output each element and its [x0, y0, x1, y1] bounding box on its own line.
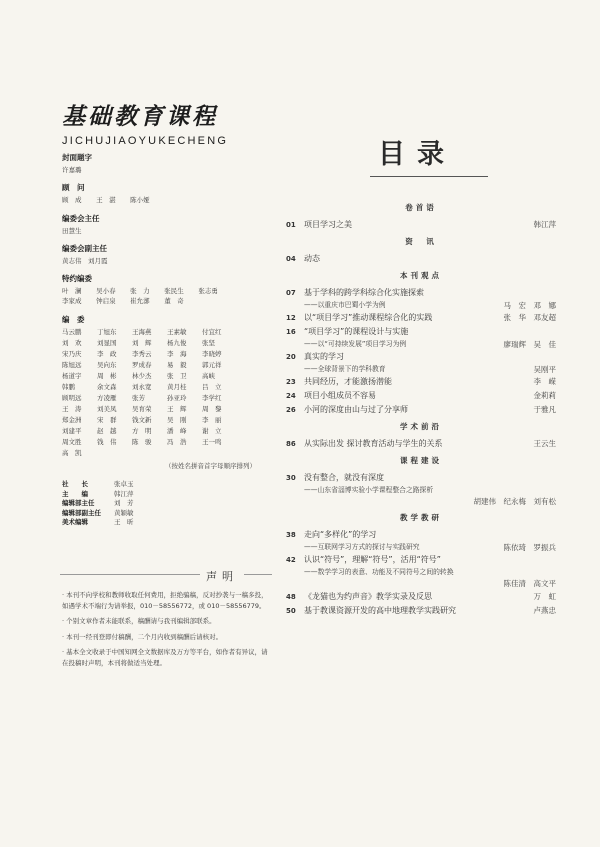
notice-paragraph: · 基本全文收录于中国知网全文数据库及万方等平台，如作者有异议，请在投稿时声明，本刊将做适当处理。 [62, 648, 268, 667]
committee-member-name: 刘美凤 [97, 405, 117, 413]
toc-page-number: 50 [286, 607, 296, 615]
toc-page-number: 24 [286, 392, 296, 400]
toc-article-author: 李 嵘 [533, 377, 556, 386]
committee-member-name: 吕 立 [202, 383, 222, 391]
committee-member-name: 钱 伟 [97, 438, 117, 446]
toc-page-number: 42 [286, 556, 296, 564]
toc-article-title: 项目学习之美 [304, 220, 352, 229]
committee-member-name: 高峡 [202, 372, 215, 380]
committee-member-name: 王 辉 [167, 405, 187, 413]
toc-article-title: 真实的学习 [304, 352, 344, 361]
committee-member-name: 马云鹏 [62, 328, 82, 336]
toc-entry[interactable] [286, 553, 556, 567]
special-editor-name: 李家成 [62, 297, 82, 305]
toc-article-title: 以“项目学习”推动课程综合化的实践 [304, 313, 433, 322]
toc-title [378, 132, 456, 171]
role-title: 主 编 [62, 489, 88, 498]
committee-member-name: 周 彬 [97, 372, 117, 380]
committee-member-name: 刘建平 [62, 427, 82, 435]
committee-member-name: 李 政 [97, 350, 117, 358]
table-of-contents [286, 198, 556, 618]
toc-article-title: 走向“多样化”的学习 [304, 530, 377, 539]
toc-entry[interactable] [286, 218, 556, 232]
committee-member-name: 宋乃庆 [62, 350, 82, 358]
committee-member-name: 张坚 [202, 339, 215, 347]
committee-member-name: 陈 骏 [132, 438, 152, 446]
advisors-names [62, 195, 262, 205]
toc-article-subtitle-row [286, 567, 556, 578]
toc-article-author: 王云生 [533, 439, 556, 448]
committee-member-name: 吴 刚 [167, 416, 187, 424]
committee-block [62, 314, 262, 470]
committee-member-name: 吴育荣 [132, 405, 152, 413]
notice-paragraph: · 个别文章作者未能联系，稿酬请与我刊编辑部联系。 [62, 617, 216, 625]
committee-label: 编 委 [62, 315, 85, 324]
committee-member-name: 李 海 [167, 350, 187, 358]
committee-member-name: 杨九俊 [167, 339, 187, 347]
toc-article-author-line: 胡建伟 纪永梅 刘有松 [473, 497, 556, 506]
committee-member-name: 李 丽 [202, 416, 222, 424]
committee-member-name: 高 凯 [62, 449, 82, 457]
toc-article-subtitle-row [286, 339, 556, 350]
committee-member-name: 周 黎 [202, 405, 222, 413]
toc-entry[interactable] [286, 604, 556, 618]
committee-member-name: 王一鸣 [202, 438, 222, 446]
committee-member-name: 罗成春 [132, 361, 152, 369]
committee-member-name: 余文森 [97, 383, 117, 391]
toc-entry[interactable] [286, 325, 556, 339]
toc-article-author: 韩江萍 [533, 220, 556, 229]
special-editor-name: 钟启泉 [96, 297, 116, 305]
role-title: 美术编辑 [62, 518, 88, 526]
notice-paragraph: · 本刊一经刊登即付稿酬，二个月内收到稿酬后请核对。 [62, 632, 223, 641]
toc-entry[interactable] [286, 403, 556, 417]
special-editors-label: 特约编委 [62, 274, 92, 283]
committee-member-name: 李秀云 [132, 350, 152, 358]
toc-article-author: 于雅凡 [533, 405, 556, 414]
toc-article-author: 张 华 邓友超 [503, 313, 556, 322]
special-editor-name: 叶 澜 [62, 287, 82, 295]
toc-article-subtitle: ——数学学习的表意、功能及不同符号之间的转换 [304, 568, 454, 576]
committee-member-name: 刘 欢 [62, 339, 82, 347]
committee-member-name: 钱文新 [132, 416, 152, 424]
committee-member-name: 孙亚玲 [167, 394, 187, 402]
advisor-name: 王 湛 [96, 196, 116, 204]
special-editor-name: 崔允漷 [130, 297, 150, 305]
toc-article-subtitle-row [286, 485, 556, 496]
role-name: 刘 芳 [114, 499, 134, 507]
committee-member-name: 刘 辉 [132, 339, 152, 347]
special-editors-block [62, 273, 262, 306]
toc-entry[interactable] [286, 375, 556, 389]
toc-article-author: 卢燕忠 [533, 606, 556, 615]
toc-section-heading: 学术前沿 [400, 422, 442, 431]
toc-entry[interactable] [286, 471, 556, 485]
committee-member-name: 丁旭东 [97, 328, 117, 336]
toc-page-number: 38 [286, 531, 296, 539]
toc-page-number: 23 [286, 378, 296, 386]
staff-role-row [62, 518, 262, 528]
notice-title: 声明 [200, 568, 244, 584]
cover-inscription-label: 封面题字 [62, 153, 92, 162]
toc-article-title: 从实际出发 探讨教育活动与学生的关系 [304, 439, 443, 448]
toc-article-subtitle-row [286, 300, 556, 311]
toc-section-heading: 资 讯 [405, 237, 437, 246]
toc-entry[interactable] [286, 389, 556, 403]
toc-article-subtitle-row [286, 542, 556, 553]
special-editor-name: 吴小春 [96, 287, 116, 295]
committee-member-name: 杨道宇 [62, 372, 82, 380]
toc-page-number: 16 [286, 328, 296, 336]
committee-member-name: 刘显国 [97, 339, 117, 347]
committee-member-name: 顾明远 [62, 394, 82, 402]
toc-page-number: 04 [286, 255, 296, 263]
committee-member-name: 谢 立 [202, 427, 222, 435]
toc-article-author: 吴刚平 [533, 365, 556, 374]
committee-member-name: 易 毅 [167, 361, 187, 369]
staff-role-row [62, 490, 262, 500]
toc-article-title: 基于学科的跨学科综合化实施探索 [304, 288, 424, 297]
committee-member-name: 方凌雁 [97, 394, 117, 402]
committee-member-name: 王 涛 [62, 405, 82, 413]
toc-section-heading: 卷首语 [405, 203, 437, 212]
toc-article-author: 陈依琦 罗振兵 [503, 543, 556, 552]
advisor-name: 顾 成 [62, 196, 82, 204]
committee-member-name: 刘永宽 [132, 383, 152, 391]
toc-page-number: 01 [286, 221, 296, 229]
toc-article-title: 没有整合，就没有深度 [304, 473, 384, 482]
toc-entry[interactable] [286, 528, 556, 542]
toc-article-title: 《龙猫也为约声音》教学实录及反思 [304, 592, 432, 601]
toc-page-number: 20 [286, 353, 296, 361]
toc-article-subtitle: ——互联网学习方式的探讨与实践研究 [304, 543, 420, 551]
toc-page-number: 48 [286, 593, 296, 601]
toc-page-number: 12 [286, 314, 296, 322]
advisors-label: 顾 问 [62, 183, 85, 192]
credits-column [62, 152, 262, 528]
toc-article-title: 认识“符号”，理解“符号”，活用“符号” [304, 555, 441, 564]
staff-role-row [62, 480, 262, 490]
toc-title-text: 目录 [378, 139, 456, 170]
toc-article-author: 金莉莉 [533, 391, 556, 400]
toc-article-subtitle: ——全球背景下的学科教育 [304, 365, 386, 373]
toc-article-title: 共同经历，才能激扬潜能 [304, 377, 392, 386]
committee-member-name: 林少杰 [132, 372, 152, 380]
toc-article-title: “项目学习”的课程设计与实施 [304, 327, 409, 336]
staff-role-row [62, 509, 262, 519]
toc-article-subtitle: ——以“可持续发展”项目学习为例 [304, 340, 407, 348]
committee-names [62, 327, 262, 459]
toc-page-number: 26 [286, 406, 296, 414]
special-editor-name: 张 力 [130, 287, 150, 295]
chief-editor-label: 编委会主任 [62, 214, 100, 223]
special-editor-name: 董 奇 [164, 297, 184, 305]
notice-body [62, 590, 270, 673]
role-title: 编辑部副主任 [62, 508, 101, 517]
toc-section-heading: 教学教研 [400, 513, 442, 522]
magazine-title: 基础教育课程 [62, 103, 218, 130]
committee-member-name: 宋 群 [97, 416, 117, 424]
toc-article-title: 动态 [304, 254, 320, 263]
toc-page-number: 86 [286, 440, 296, 448]
toc-article-author-line: 陈佳清 高文平 [503, 579, 556, 588]
role-title: 社 长 [62, 480, 88, 488]
toc-article-subtitle: ——山东省淄博实验小学课程整合之路探析 [304, 486, 434, 494]
committee-member-name: 王素敏 [167, 328, 187, 336]
role-name: 黄颖敏 [114, 508, 134, 517]
staff-role-row [62, 499, 262, 509]
committee-member-name: 周文胜 [62, 438, 82, 446]
advisors-block [62, 182, 262, 205]
toc-entry[interactable] [286, 590, 556, 604]
committee-member-name: 付宜红 [202, 328, 222, 336]
cover-inscription-value: 许嘉璐 [62, 166, 82, 174]
committee-member-name: 潘 峰 [167, 427, 187, 435]
chief-editor-value: 田慧生 [62, 227, 82, 235]
committee-member-name: 李晓婷 [202, 350, 222, 358]
special-editor-name: 张民生 [164, 287, 184, 295]
committee-member-name: 张芳 [132, 394, 145, 402]
toc-page-number: 07 [286, 289, 296, 297]
chief-editor-block [62, 213, 262, 235]
advisor-name: 陈小娅 [130, 196, 150, 204]
special-editor-name: 张志勇 [198, 287, 218, 295]
role-name: 韩江萍 [114, 489, 134, 498]
committee-member-name: 王海燕 [132, 328, 152, 336]
committee-member-name: 方 明 [132, 427, 152, 435]
deputy-editor-value: 黄志伟 刘月霞 [62, 257, 108, 265]
toc-article-title: 小河的深度由山与过了分享师 [304, 405, 408, 414]
committee-member-name: 吴向东 [97, 361, 117, 369]
deputy-editor-block [62, 243, 262, 265]
toc-article-title: 项目小组成员不容易 [304, 391, 376, 400]
toc-entry[interactable] [286, 350, 556, 364]
toc-title-underline [370, 176, 488, 177]
committee-note: （按姓名拼音首字母顺序排列） [165, 462, 256, 470]
committee-member-name: 陈旭远 [62, 361, 82, 369]
toc-section-heading: 课程建设 [400, 456, 442, 465]
committee-member-name: 李学红 [202, 394, 222, 402]
cover-inscription-block [62, 152, 262, 174]
committee-member-name: 郭元祥 [202, 361, 222, 369]
notice-paragraph: · 本刊不向学校和教师收取任何费用，拒绝骗稿，反对抄袭与一稿多投，如遇学术不端行为请举报，010－58556772，或 010－58556779。 [62, 591, 268, 610]
toc-section-heading: 本刊观点 [400, 271, 442, 280]
committee-member-name: 韩鹏 [62, 383, 75, 391]
staff-roles [62, 480, 262, 528]
toc-entry[interactable] [286, 437, 556, 451]
toc-article-subtitle-row [286, 364, 556, 375]
toc-entry[interactable] [286, 252, 556, 266]
toc-page-number: 30 [286, 474, 296, 482]
role-name: 王 昕 [114, 518, 134, 526]
toc-article-subtitle: ——以重庆市巴蜀小学为例 [304, 301, 386, 309]
committee-member-name: 赵 越 [97, 427, 117, 435]
committee-member-name: 郑金洲 [62, 416, 82, 424]
magazine-title-pinyin: JICHUJIAOYUKECHENG [62, 135, 229, 147]
toc-entry[interactable] [286, 286, 556, 300]
committee-member-name: 黄月桂 [167, 383, 187, 391]
toc-article-author: 马 宏 邓 娜 [503, 301, 556, 310]
toc-article-author: 廖瑞辉 吴 佳 [503, 340, 556, 349]
special-editors-names [62, 286, 262, 306]
toc-article-author: 万 虹 [533, 592, 556, 601]
masthead [62, 98, 228, 147]
role-name: 张卓玉 [114, 480, 134, 488]
committee-member-name: 张 卫 [167, 372, 187, 380]
toc-entry[interactable] [286, 311, 556, 325]
toc-article-title: 基于教课资源开发的高中地理教学实践研究 [304, 606, 456, 615]
deputy-editor-label: 编委会副主任 [62, 244, 107, 253]
role-title: 编辑部主任 [62, 499, 95, 507]
committee-member-name: 冯 浩 [167, 438, 187, 446]
